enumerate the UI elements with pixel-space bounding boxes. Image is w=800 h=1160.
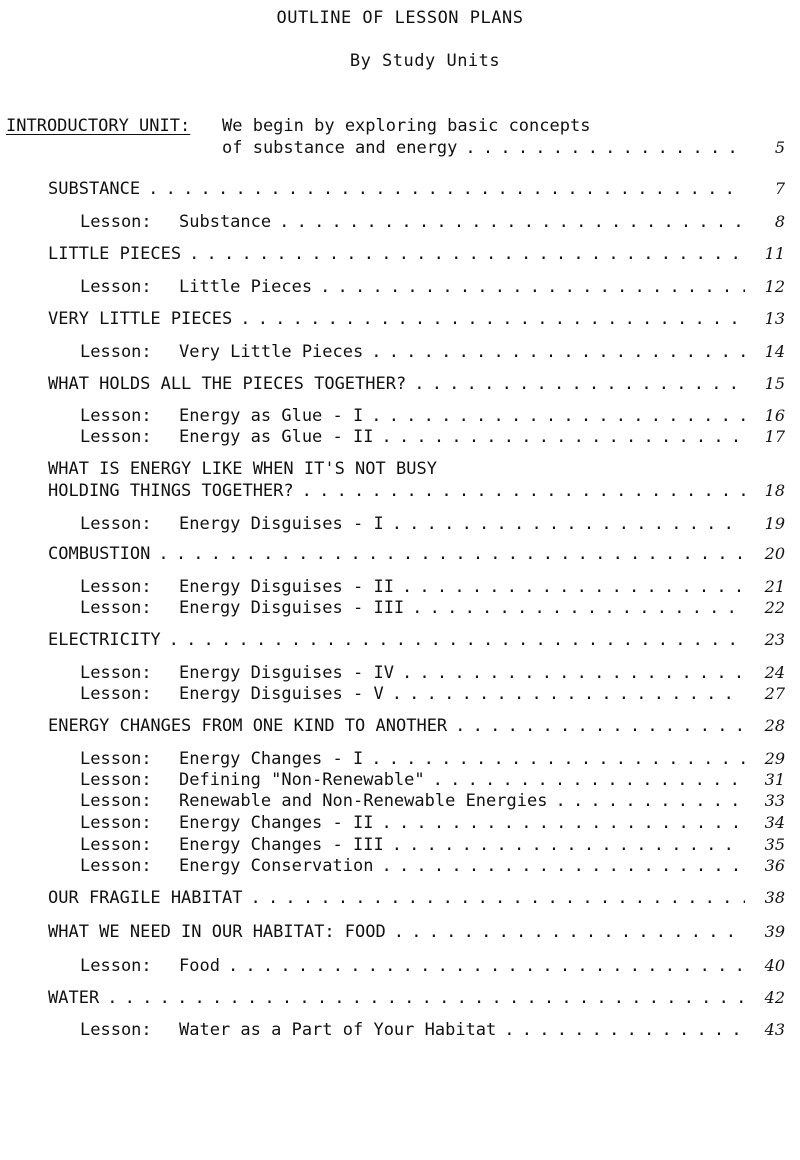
lesson-label: Lesson:	[80, 277, 152, 297]
lesson-label: Lesson:	[80, 813, 152, 833]
unit-title: WHAT HOLDS ALL THE PIECES TOGETHER?	[48, 374, 407, 394]
dot-leader	[404, 598, 745, 619]
lesson-label: Lesson:	[80, 598, 152, 618]
lesson-label: Lesson:	[80, 770, 152, 790]
unit-entry	[48, 887, 785, 909]
page-number: 24	[764, 663, 785, 682]
lesson-label: Lesson:	[80, 956, 152, 976]
intro-entry	[222, 137, 785, 159]
unit-title-line1: WHAT IS ENERGY LIKE WHEN IT'S NOT BUSY	[48, 459, 437, 479]
page-number: 15	[764, 374, 785, 393]
dot-leader	[181, 244, 745, 265]
unit-title: HOLDING THINGS TOGETHER?	[48, 481, 294, 501]
dot-leader	[384, 684, 745, 705]
lesson-entry	[80, 812, 785, 834]
lesson-title: Energy Disguises - V	[179, 684, 384, 704]
lesson-entry	[80, 1019, 785, 1041]
dot-leader	[394, 577, 745, 598]
lesson-label: Lesson:	[80, 406, 152, 426]
page-number: 33	[764, 791, 785, 810]
lesson-title: Water as a Part of Your Habitat	[179, 1020, 497, 1040]
page-subtitle: By Study Units	[349, 51, 501, 71]
lesson-entry	[80, 341, 785, 363]
page-number: 29	[764, 749, 785, 768]
page-number: 43	[764, 1020, 785, 1039]
dot-leader	[373, 856, 745, 877]
lesson-title: Energy Disguises - II	[179, 577, 394, 597]
dot-leader	[425, 770, 745, 791]
unit-title: VERY LITTLE PIECES	[48, 309, 233, 329]
lesson-entry	[80, 597, 785, 619]
lesson-label: Lesson:	[80, 212, 152, 232]
unit-title: ENERGY CHANGES FROM ONE KIND TO ANOTHER	[48, 716, 448, 736]
intro-description-line1: We begin by exploring basic concepts	[222, 116, 591, 136]
lesson-label: Lesson:	[80, 835, 152, 855]
page-number: 11	[764, 244, 785, 263]
lesson-entry	[80, 683, 785, 705]
unit-entry	[48, 543, 785, 565]
lesson-title: Energy as Glue - II	[179, 427, 374, 447]
dot-leader	[363, 406, 745, 427]
unit-entry	[48, 178, 785, 200]
page-number: 8	[774, 212, 785, 231]
lesson-title: Energy Changes - I	[179, 749, 364, 769]
dot-leader	[150, 544, 745, 565]
page-number: 17	[764, 427, 785, 446]
page-number: 35	[764, 835, 785, 854]
lesson-label: Lesson:	[80, 514, 152, 534]
page-number: 23	[764, 630, 785, 649]
dot-leader	[373, 813, 745, 834]
lesson-title: Renewable and Non-Renewable Energies	[179, 791, 548, 811]
lesson-title: Energy Disguises - IV	[179, 663, 394, 683]
lesson-entry	[80, 513, 785, 535]
lesson-entry	[80, 790, 785, 812]
lesson-title: Energy Disguises - I	[179, 514, 384, 534]
lesson-entry	[80, 405, 785, 427]
lesson-entry	[80, 769, 785, 791]
dot-leader	[394, 663, 745, 684]
page-number: 14	[764, 342, 785, 361]
dot-leader	[242, 888, 745, 909]
unit-entry	[48, 373, 785, 395]
lesson-entry	[80, 276, 785, 298]
page-number: 39	[764, 922, 785, 941]
page-number: 12	[764, 277, 785, 296]
lesson-title: Energy Disguises - III	[179, 598, 405, 618]
page-number: 28	[764, 716, 785, 735]
lesson-entry	[80, 426, 785, 448]
intro-unit-label: INTRODUCTORY UNIT:	[6, 116, 191, 136]
dot-leader	[406, 374, 745, 395]
page-number: 16	[764, 406, 785, 425]
unit-entry	[48, 629, 785, 651]
lesson-title: Energy Conservation	[179, 856, 374, 876]
intro-description-line2: of substance and energy	[222, 138, 458, 158]
dot-leader	[312, 277, 745, 298]
page-number: 31	[764, 770, 785, 789]
lesson-title: Food	[179, 956, 220, 976]
lesson-label: Lesson:	[80, 342, 152, 362]
page-number: 40	[764, 956, 785, 975]
lesson-label: Lesson:	[80, 1020, 152, 1040]
lesson-title: Defining "Non-Renewable"	[179, 770, 425, 790]
dot-leader	[161, 630, 745, 651]
dot-leader	[271, 212, 745, 233]
dot-leader	[363, 749, 745, 770]
unit-title: OUR FRAGILE HABITAT	[48, 888, 243, 908]
page-number: 18	[764, 481, 785, 500]
page-number: 27	[764, 684, 785, 703]
unit-title: ELECTRICITY	[48, 630, 161, 650]
page-number: 19	[764, 514, 785, 533]
unit-entry	[48, 480, 785, 502]
dot-leader	[496, 1020, 745, 1041]
unit-entry	[48, 308, 785, 330]
lesson-label: Lesson:	[80, 427, 152, 447]
unit-entry	[48, 243, 785, 265]
unit-title: SUBSTANCE	[48, 179, 141, 199]
lesson-entry	[80, 834, 785, 856]
lesson-label: Lesson:	[80, 663, 152, 683]
lesson-title: Little Pieces	[179, 277, 313, 297]
lesson-title: Energy Changes - III	[179, 835, 384, 855]
lesson-title: Energy as Glue - I	[179, 406, 364, 426]
unit-title: COMBUSTION	[48, 544, 151, 564]
page-number: 38	[764, 888, 785, 907]
dot-leader	[447, 716, 745, 737]
unit-entry	[48, 715, 785, 737]
lesson-entry	[80, 955, 785, 977]
unit-title: LITTLE PIECES	[48, 244, 182, 264]
dot-leader	[99, 988, 745, 1009]
lesson-label: Lesson:	[80, 856, 152, 876]
dot-leader	[457, 138, 745, 159]
dot-leader	[232, 309, 745, 330]
lesson-title: Substance	[179, 212, 272, 232]
page-number: 5	[774, 138, 785, 157]
dot-leader	[220, 956, 745, 977]
dot-leader	[384, 514, 745, 535]
lesson-title: Energy Changes - II	[179, 813, 374, 833]
lesson-entry	[80, 211, 785, 233]
page-number: 36	[764, 856, 785, 875]
dot-leader	[363, 342, 745, 363]
dot-leader	[384, 835, 745, 856]
page-number: 22	[764, 598, 785, 617]
dot-leader	[373, 427, 745, 448]
page-number: 34	[764, 813, 785, 832]
page-number: 42	[764, 988, 785, 1007]
dot-leader	[547, 791, 745, 812]
lesson-title: Very Little Pieces	[179, 342, 364, 362]
lesson-entry	[80, 748, 785, 770]
lesson-label: Lesson:	[80, 577, 152, 597]
lesson-entry	[80, 576, 785, 598]
page-number: 7	[774, 179, 785, 198]
dot-leader	[294, 481, 745, 502]
lesson-entry	[80, 855, 785, 877]
lesson-label: Lesson:	[80, 749, 152, 769]
lesson-entry	[80, 662, 785, 684]
unit-entry	[48, 921, 785, 943]
page-number: 21	[764, 577, 785, 596]
unit-entry	[48, 987, 785, 1009]
lesson-label: Lesson:	[80, 684, 152, 704]
lesson-label: Lesson:	[80, 791, 152, 811]
page-number: 20	[764, 544, 785, 563]
unit-title: WHAT WE NEED IN OUR HABITAT: FOOD	[48, 922, 386, 942]
dot-leader	[140, 179, 745, 200]
page-title: OUTLINE OF LESSON PLANS	[276, 8, 524, 28]
dot-leader	[386, 922, 745, 943]
page-number: 13	[764, 309, 785, 328]
unit-title: WATER	[48, 988, 100, 1008]
